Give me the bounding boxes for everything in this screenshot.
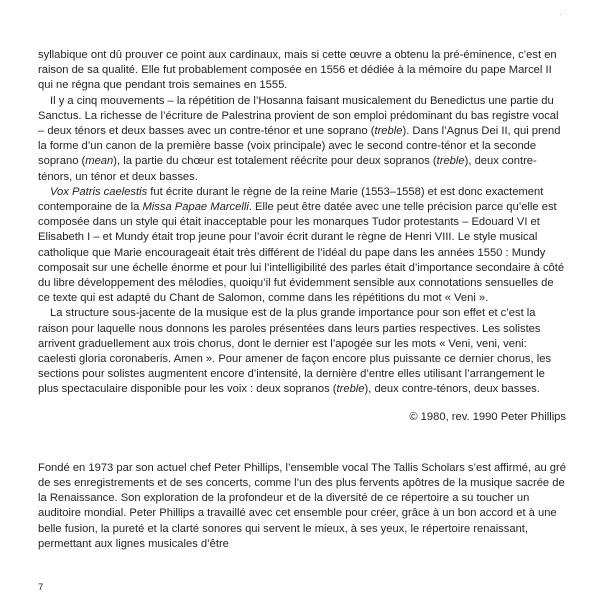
italic-term: treble xyxy=(374,125,403,138)
page-number: 7 xyxy=(38,582,44,593)
paragraph-p4 xyxy=(38,306,566,397)
bio-paragraph: Fondé en 1973 par son actuel chef Peter Phillips, l’ensemble vocal The Tallis Scholars s’est affirmé, au gré de ses enregistrements et de ses concerts, comme l’un des plus fervents apôtres de la musique sacrée de la Renaissance. Son exploration de la profondeur et de la diversité de ce répertoire a su toucher un auditoire mondial. Peter Phillips a travaillé avec cet ensemble pour créer, grâce à un bon accord et à une belle fusion, la pureté et la clarté sonores qui servent le mieux, à ses yeux, le répertoire renaissant, permettant aux lignes musicales d’être xyxy=(38,461,566,550)
italic-term: Vox Patris caelestis xyxy=(50,185,148,198)
essay-body xyxy=(38,48,566,398)
text-run: ), deux contre-ténors, deux basses. xyxy=(364,383,540,396)
paragraph-p3 xyxy=(38,185,566,307)
corner-mark xyxy=(560,14,561,15)
italic-term: mean xyxy=(85,155,114,168)
document-page xyxy=(38,48,566,552)
paragraph-p1 xyxy=(38,48,566,94)
text-run: ). Dans l’Agnus Dei II, qui prend la forme d’un canon de la première basse (voix principale) avec le second contre-ténor et la seconde soprano ( xyxy=(38,125,561,168)
text-run: fut écrite durant le règne de la reine Marie (1553–1558) et est donc exactement contemporaine de la xyxy=(38,185,544,214)
italic-term: treble xyxy=(436,155,465,168)
italic-term: Missa Papae Marcelli xyxy=(142,201,249,214)
text-run: ), la partie du chœur est totalement réécrite pour deux sopranos ( xyxy=(113,155,437,168)
paragraph-p2 xyxy=(38,94,566,185)
italic-term: treble xyxy=(336,383,365,396)
text-run: Il y a cinq mouvements – la répétition de l’Hosanna faisant musicalement du Benedictus une partie du Sanctus. La richesse de l’écriture de Palestrina provient de son emploi prédominant du bas registre vocal – deux ténors et deux basses avec un contre-ténor et une soprano ( xyxy=(38,94,559,138)
text-run: syllabique ont dû prouver ce point aux cardinaux, mais si cette œuvre a obtenu la pré-éminence, c’est en raison de sa qualité. Elle fut probablement composée en 1556 et dédiée à la mémoire du pape Marcel II qui ne régna que pendant trois semaines en 1555. xyxy=(38,49,557,92)
text-run: ), deux contre-ténors, un ténor et deux basses. xyxy=(38,155,537,183)
text-run: . Elle peut être datée avec une telle précision parce qu’elle est composée dans un style qui était inacceptable pour les monarques Tudor protestants – Edouard VI et Elisabeth I – et Mundy était trop jeune pour l’avoir écrit durant le règne de Henri VIII. Le style musical catholique que Marie encourageait était très différent de l’idéal du pape dans les années 1550 : Mundy composait sur une échelle énorme et pour lui l’intelligibilité des parles était d’importance secondaire à côté du libre développement des mélodies, quoiqu’il fut évidemment sensible aux connotations sensuelles de ce texte qui est adapté du Chant de Salomon, comme dans les répétitions du mot « Veni ». xyxy=(38,201,565,305)
text-run: La structure sous-jacente de la musique est de la plus grande importance pour son effet et c’est la raison pour laquelle nous donnons les paroles présentées dans leurs parties respectives. Les solistes arrivent graduellement aux trois chorus, dont le dernier est l’apogée sur les mots « Veni, veni, veni: caelesti gloria coronaberis. Amen ». Pour amener de façon encore plus puissante ce dernier chorus, les sections pour solistes augmentent encore d’intensité, la dernière d’entre elles utilisant l’arrangement le plus spectaculaire disponible pour les voix : deux sopranos ( xyxy=(38,307,552,396)
signature: © 1980, rev. 1990 Peter Phillips xyxy=(409,410,566,423)
